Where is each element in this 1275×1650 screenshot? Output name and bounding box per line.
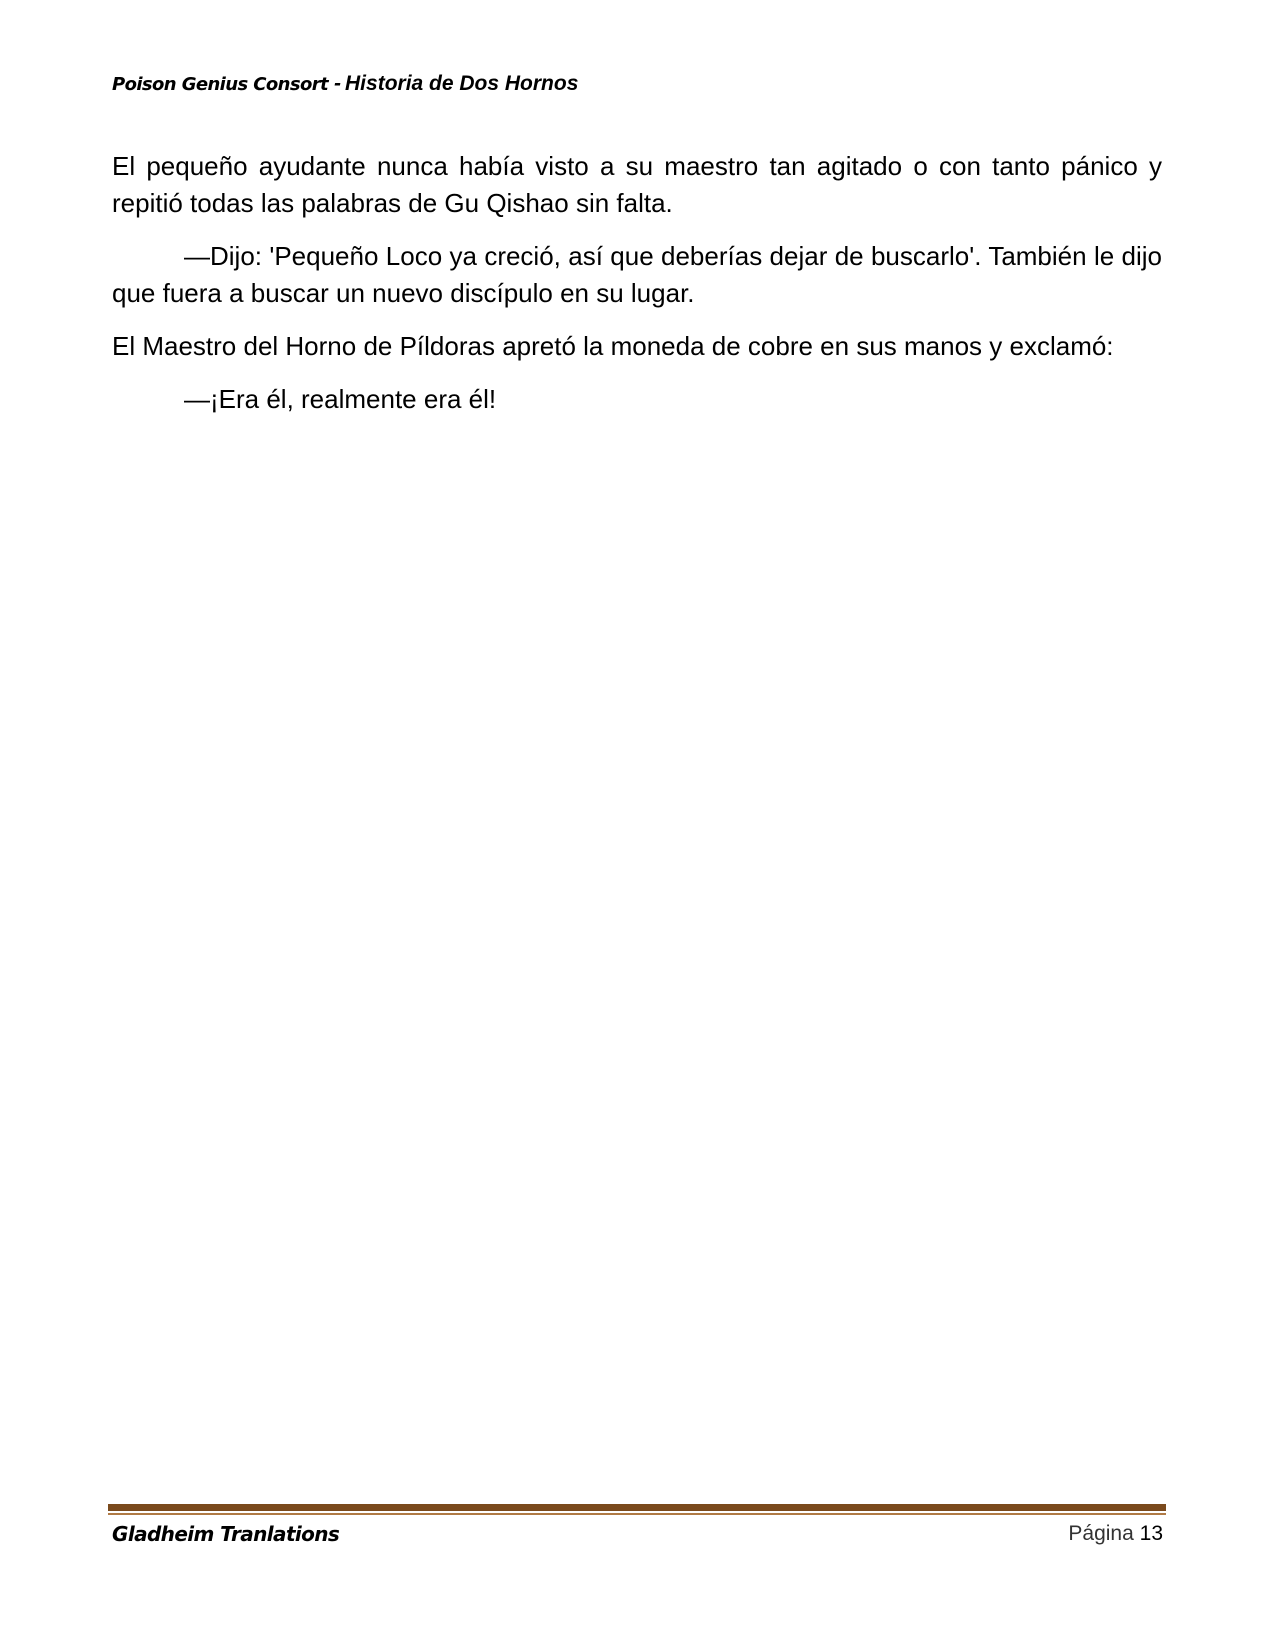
paragraph-1: El pequeño ayudante nunca había visto a su maestro tan agitado o con tanto pánico y repitió todas las palabras de Gu Qishao sin falta. [112, 151, 1162, 218]
page-number: 13 [1139, 1522, 1163, 1545]
header-separator: - [334, 72, 342, 95]
paragraph-4: —¡Era él, realmente era él! [184, 384, 497, 414]
footer-publisher: Gladheim Tranlations [112, 1522, 340, 1546]
document-body [112, 148, 1162, 434]
page-label: Página [1068, 1522, 1134, 1545]
footer-rule [108, 1504, 1166, 1511]
chapter-title: Historia de Dos Hornos [345, 72, 579, 95]
paragraph-3: El Maestro del Horno de Píldoras apretó la moneda de cobre en sus manos y exclamó: [112, 331, 1114, 361]
footer-page-info [1068, 1522, 1163, 1546]
paragraph-2: —Dijo: 'Pequeño Loco ya creció, así que deberías dejar de buscarlo'. También le dijo que fuera a buscar un nuevo discípulo en su lugar. [112, 241, 1162, 308]
book-title: Poison Genius Consort [112, 74, 329, 95]
page-header [112, 72, 578, 96]
footer-rule-thin [108, 1513, 1166, 1515]
